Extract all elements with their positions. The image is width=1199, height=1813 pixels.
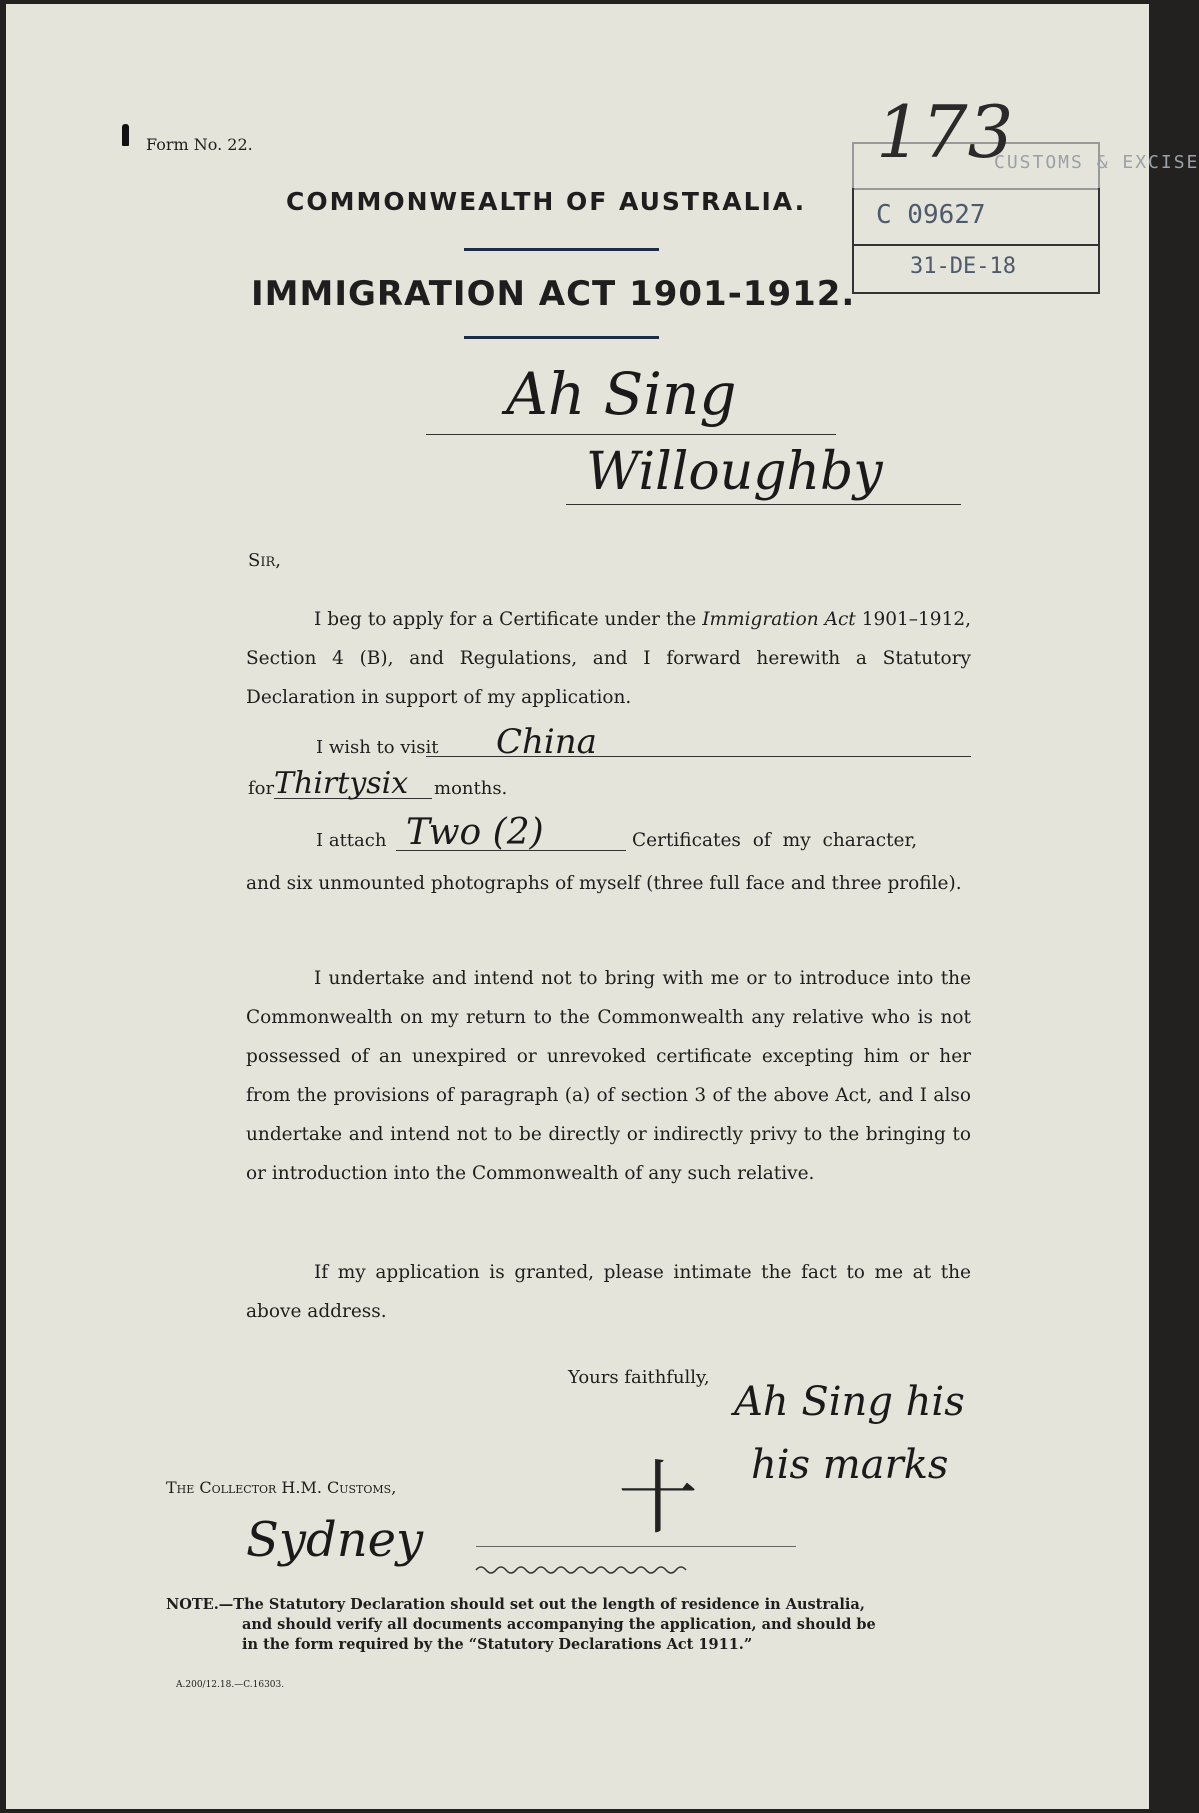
stamp-file-number: C 09627: [876, 200, 986, 230]
signature-line: [476, 1546, 796, 1547]
closing: Yours faithfully,: [568, 1367, 710, 1388]
binding-mark: [122, 124, 129, 146]
form-number: Form No. 22.: [146, 135, 253, 154]
address-line-1: [426, 434, 836, 435]
note-line-3: in the form required by the “Statutory Declarations Act 1911.”: [242, 1636, 753, 1653]
intimation-paragraph: If my application is granted, please intimate the fact to me at the above address.: [246, 1262, 971, 1322]
signature-cross-mark: 十: [618, 1452, 698, 1545]
stamp-date: 31-DE-18: [910, 254, 1016, 279]
attach-count: Two (2): [406, 812, 544, 853]
stamp-number-box: [852, 188, 1100, 246]
visit-label: I wish to visit: [316, 737, 439, 758]
address-line-2: [566, 504, 961, 505]
note-line-1: NOTE.—The Statutory Declaration should set out the length of residence in Australia,: [166, 1596, 865, 1613]
for-label: for: [248, 778, 275, 799]
heading-rule-bottom: [464, 336, 659, 339]
attach-suffix: Certificates of my character,: [632, 830, 918, 851]
form-page: [6, 4, 1199, 1809]
statutory-note: [166, 1595, 986, 1655]
visit-country: China: [496, 722, 597, 762]
photographs-text: and six unmounted photographs of myself (three full face and three profile).: [246, 873, 962, 894]
attach-label: I attach: [316, 830, 387, 851]
signature-name: Ah Sing his: [734, 1379, 965, 1425]
undertaking-paragraph: I undertake and intend not to bring with me or to introduce into the Commonwealth on my return to the Commonwealth any relative who is not possessed of an unexpired or unrevoked certificate excepting him or her from the provisions of paragraph (a) of section 3 of the above Act, and I also undertake and intend not to be directly or indirectly privy to the bringing to or introduction into the Commonwealth of any such relative.: [246, 968, 971, 1184]
document-heading: COMMONWEALTH OF AUSTRALIA.: [286, 187, 807, 216]
handwritten-folio-number: 173: [876, 90, 1014, 174]
note-line-2: and should verify all documents accompanying the application, and should be: [242, 1616, 876, 1633]
applicant-place: Willoughby: [586, 442, 883, 502]
salutation: Sir,: [248, 550, 281, 571]
print-reference: A.200/12.18.—C.16303.: [176, 1680, 285, 1690]
application-paragraph: I beg to apply for a Certificate under the Immigration Act 1901–1912, Section 4 (B), and Regulations, and I forward herewith a Statutory Declaration in support of my application.: [246, 609, 971, 708]
signature-marks: his marks: [751, 1442, 949, 1488]
stamp-date-box: [852, 244, 1100, 294]
addressee-label: The Collector H.M. Customs,: [166, 1478, 397, 1497]
addressee-city: Sydney: [246, 1512, 424, 1568]
duration-value: Thirtysix: [274, 766, 409, 801]
applicant-name: Ah Sing: [506, 360, 737, 428]
wavy-divider: [476, 1564, 686, 1576]
months-label: months.: [434, 778, 508, 799]
stamp-top-label: CUSTOMS & EXCISE: [994, 152, 1199, 173]
heading-rule-top: [464, 248, 659, 251]
act-title: IMMIGRATION ACT 1901-1912.: [251, 274, 856, 314]
